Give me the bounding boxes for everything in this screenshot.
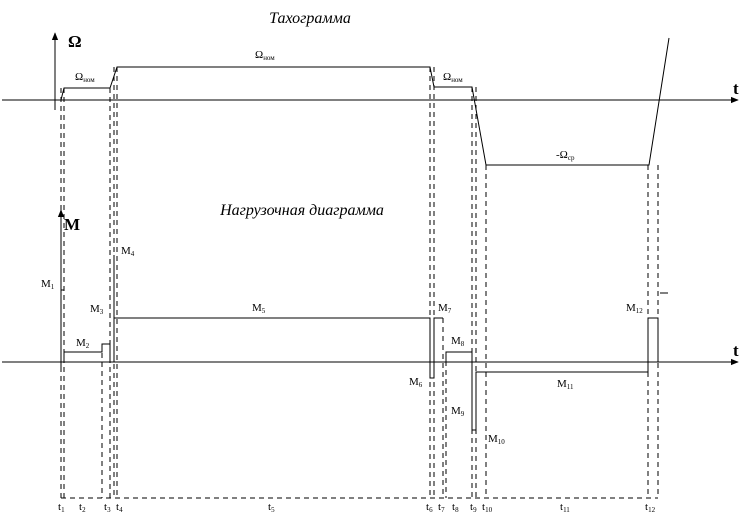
torque-label-m2: M2	[76, 337, 90, 350]
time-label-t12: t12	[645, 501, 656, 514]
torque-label-m1: M1	[41, 278, 55, 291]
torque-label-m11: M11	[557, 378, 574, 391]
torque-label-m8: M8	[451, 335, 465, 348]
torque-label-m3: M3	[90, 303, 104, 316]
time-label-t11: t11	[560, 501, 570, 514]
speed-label-1: Ωном	[75, 71, 95, 84]
torque-label-m10: M10	[488, 433, 505, 446]
speed-curve	[61, 38, 669, 165]
torque-label-m12: M12	[626, 302, 643, 315]
time-label-t6: t6	[426, 501, 433, 514]
speed-label-4: -Ωср	[556, 149, 575, 162]
time-markers	[61, 67, 658, 498]
time-label-t7: t7	[438, 501, 445, 514]
time-label-t4: t4	[116, 501, 123, 514]
time-label-t10: t10	[482, 501, 493, 514]
torque-label-m6: M6	[409, 376, 423, 389]
time-label-t3: t3	[104, 501, 111, 514]
time-label-t9: t9	[470, 501, 477, 514]
torque-segment-m4-m7	[114, 255, 443, 378]
upper-time-axis-label: t	[733, 79, 739, 98]
time-label-t2: t2	[79, 501, 86, 514]
omega-axis-label: Ω	[68, 32, 82, 51]
load-diagram-title: Нагрузочная диаграмма	[220, 202, 384, 219]
torque-label-m5: M5	[252, 302, 266, 315]
torque-label-m7: M7	[438, 302, 452, 315]
torque-axis-label: M	[64, 215, 81, 234]
torque-segment-m8-m12	[446, 318, 658, 430]
time-label-t5: t5	[268, 501, 275, 514]
time-label-t8: t8	[452, 501, 459, 514]
torque-label-m9: M9	[451, 405, 465, 418]
speed-label-3: Ωном	[443, 71, 463, 84]
torque-label-m4: M4	[121, 245, 135, 258]
lower-time-axis-label: t	[733, 341, 739, 360]
speed-label-2: Ωном	[255, 49, 275, 62]
time-label-t1: t1	[58, 501, 65, 514]
tachogram-title: Тахограмма	[269, 10, 351, 27]
